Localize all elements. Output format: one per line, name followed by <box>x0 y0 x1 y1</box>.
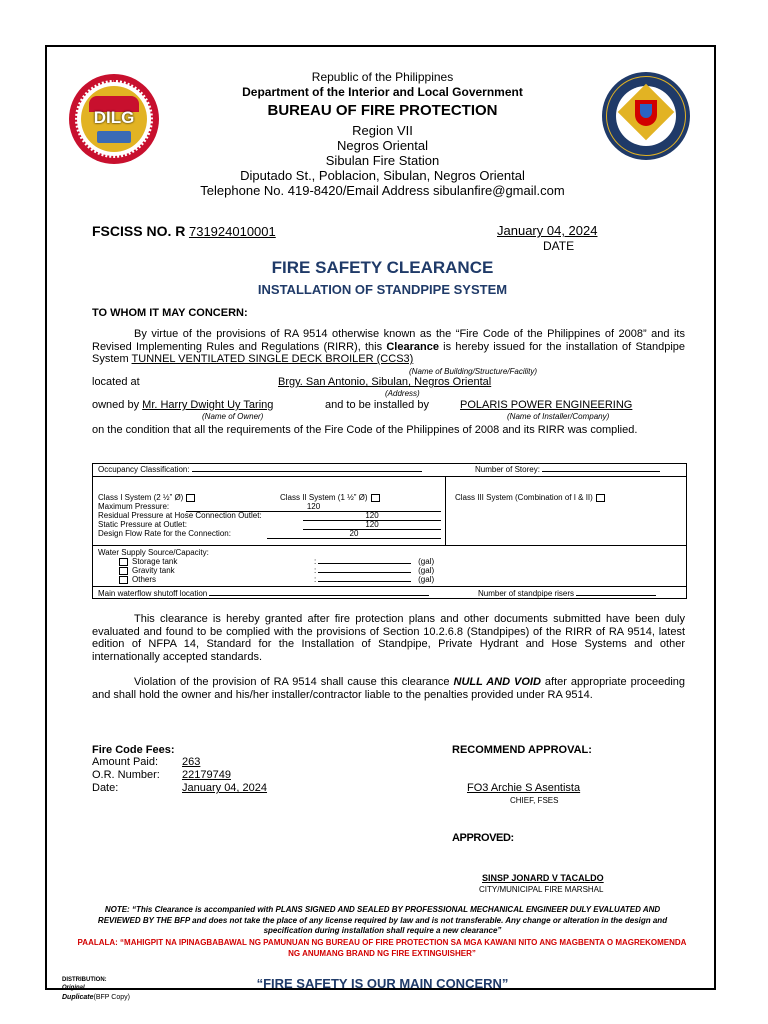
fees-title: Fire Code Fees: <box>92 744 175 756</box>
flow-row: Design Flow Rate for the Connection: <box>98 529 231 538</box>
static-value: 120 <box>303 520 441 530</box>
others-checkbox[interactable] <box>119 576 128 584</box>
specs-table <box>92 463 687 599</box>
residual-value: 120 <box>303 511 441 521</box>
note-text: NOTE: “This Clearance is accompanied with PLANS SIGNED AND SEALED BY PROFESSIONAL MECHANICAL ENGINEER DULY EVALUATED AND REVIEWED BY THE BFP and does not take the place of any license required by law and is not transferable. Any change or alteration in the design and specification during installation shall require a new clearance” <box>97 905 668 935</box>
dilg-seal-text: DILG <box>93 108 135 127</box>
address-line: Diputado St., Poblacion, Sibulan, Negros Oriental <box>240 168 525 183</box>
paragraph-intro: By virtue of the provisions of RA 9514 otherwise known as the “Fire Code of the Philippines of 2008” and its Revised Implementing Rules and Regulations (RIRR), this Clearance is hereby issued for the installation of Standpipe System TUNNEL VENTILATED SINGLE DECK BROILER (CCS3) <box>92 328 685 365</box>
recommender-name: FO3 Archie S Asentista <box>467 782 581 794</box>
gravity-capacity: : (gal) <box>314 566 435 575</box>
motto: “FIRE SAFETY IS OUR MAIN CONCERN” <box>256 976 509 990</box>
approver-title: CITY/MUNICIPAL FIRE MARSHAL <box>479 885 604 894</box>
owner-line: owned by Mr. Harry Dwight Uy Taring <box>92 399 274 411</box>
class3-option: Class III System (Combination of I & II) <box>455 493 605 502</box>
republic-line: Republic of the Philippines <box>311 70 454 84</box>
residual-row: Residual Pressure at Hose Connection Outlet: <box>98 511 262 520</box>
or-value: 22179749 <box>182 769 231 781</box>
location-address: Brgy. San Antonio, Sibulan, Negros Oriental <box>278 376 492 388</box>
paalala-text: PAALALA: “MAHIGPIT NA IPINAGBABAWAL NG PAMUNUAN NG BUREAU OF FIRE PROTECTION SA MGA KAWANI NITO ANG MAGBENTA O MAGREKOMENDA NG ANUMANG BRAND NG FIRE EXTINGUISHER” <box>77 938 687 958</box>
fsciss-number <box>92 223 304 239</box>
class1-checkbox[interactable] <box>186 494 195 502</box>
region-line: Region VII <box>352 123 413 138</box>
date-label: DATE <box>543 239 575 253</box>
storey-field: Number of Storey: <box>475 465 660 474</box>
flow-value: 20 <box>267 529 441 539</box>
gravity-tank-checkbox[interactable] <box>119 567 128 575</box>
condition-text: on the condition that all the requirements of the Fire Code of the Philippines of 2008 and its RIRR was complied. <box>92 424 638 436</box>
static-row: Static Pressure at Outlet: <box>98 520 187 529</box>
approver-name: SINSP JONARD V TACALDO <box>482 873 604 883</box>
address-caption: (Address) <box>385 389 420 398</box>
located-label: located at <box>92 376 140 388</box>
others-capacity: : (gal) <box>314 575 435 584</box>
shutoff-field: Main waterflow shutoff location <box>98 589 429 598</box>
storage-capacity: : (gal) <box>314 557 435 566</box>
bureau-line: BUREAU OF FIRE PROTECTION <box>267 102 498 119</box>
clearance-title: FIRE SAFETY CLEARANCE <box>271 258 494 277</box>
contact-line: Telephone No. 419-8420/Email Address sibulanfire@gmail.com <box>200 183 565 198</box>
amount-value: 263 <box>182 756 201 768</box>
fee-date-label: Date: <box>92 782 119 794</box>
paragraph-granted: This clearance is hereby granted after fire protection plans and other documents submitted have been duly evaluated and found to be complied with the provisions of Section 10.2.6.8 (Standpipes) of the RIRR of RA 9514, latest edition of NFPA 14, Standard for the Installation of Standpipe, Private Hydrant and Hose Systems and other internationally accepted standards. <box>92 613 685 663</box>
station-line: Sibulan Fire Station <box>325 153 440 168</box>
amount-label: Amount Paid: <box>92 756 159 768</box>
installer-caption: (Name of Installer/Company) <box>507 412 610 421</box>
province-line: Negros Oriental <box>336 138 429 153</box>
class1-option: Class I System (2 ½” Ø) <box>98 493 195 502</box>
fsciss-value: 731924010001 <box>188 224 276 239</box>
fee-date-value: January 04, 2024 <box>182 782 268 794</box>
owner-name: Mr. Harry Dwight Uy Taring <box>142 399 274 411</box>
others-row: Others <box>119 575 156 584</box>
distribution-label: DISTRIBUTION: <box>62 977 107 983</box>
recommender-title: CHIEF, FSES <box>510 796 559 805</box>
max-pressure-row: Maximum Pressure: <box>98 502 170 511</box>
risers-field: Number of standpipe risers <box>478 589 656 598</box>
recommend-approval-label: RECOMMEND APPROVAL: <box>452 744 592 756</box>
storage-tank-checkbox[interactable] <box>119 558 128 566</box>
fsciss-label: FSCISS NO. R <box>92 223 186 239</box>
water-supply-label: Water Supply Source/Capacity: <box>98 548 209 557</box>
installed-label: and to be installed by <box>325 399 429 411</box>
issue-date: January 04, 2024 <box>497 223 598 238</box>
original-line: Original <box>62 985 85 991</box>
gravity-tank-row: Gravity tank <box>119 566 175 575</box>
class2-option: Class II System (1 ½” Ø) <box>280 493 380 502</box>
document-frame <box>45 45 716 990</box>
duplicate-line: Duplicate(BFP Copy) <box>62 994 130 1001</box>
max-pressure-value: 120 <box>186 502 441 512</box>
storage-tank-row: Storage tank <box>119 557 177 566</box>
building-caption: (Name of Building/Structure/Facility) <box>409 367 538 376</box>
salutation: TO WHOM IT MAY CONCERN: <box>92 307 248 319</box>
occupancy-field: Occupancy Classification: <box>98 465 422 474</box>
clearance-subtitle: INSTALLATION OF STANDPIPE SYSTEM <box>257 282 508 297</box>
building-name: TUNNEL VENTILATED SINGLE DECK BROILER (CCS3) <box>131 353 414 365</box>
department-line: Department of the Interior and Local Government <box>242 85 523 99</box>
or-label: O.R. Number: <box>92 769 160 781</box>
paragraph-violation: Violation of the provision of RA 9514 shall cause this clearance NULL AND VOID after appropriate proceeding and shall hold the owner and his/her installer/contractor liable to the penalties provided under RA 9514. <box>92 676 686 701</box>
class2-checkbox[interactable] <box>371 494 380 502</box>
owner-caption: (Name of Owner) <box>202 412 264 421</box>
approved-label: APPROVED: <box>452 832 514 844</box>
class3-checkbox[interactable] <box>596 494 605 502</box>
installer-name: POLARIS POWER ENGINEERING <box>460 399 633 411</box>
